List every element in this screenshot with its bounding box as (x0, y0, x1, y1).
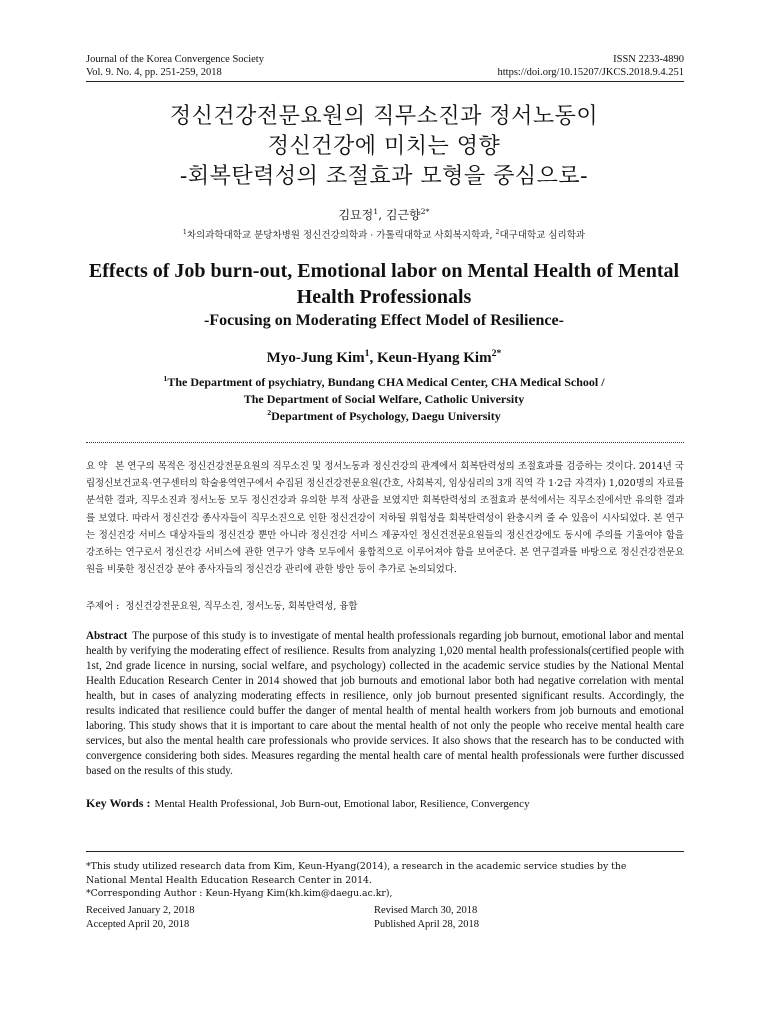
korean-affiliations (0, 227, 768, 241)
english-authors: Myo-Jung Kim$^1$, Keun-Hyang Kim$^{2*}$ (266, 348, 502, 366)
korean-author-2: 김근향 (385, 208, 421, 222)
section-divider (86, 442, 684, 443)
footnote-funding: *This study utilized research data from Kim, Keun-Hyang(2014), a research in the academic service studies by the (86, 861, 627, 872)
english-affil-1a: The Department of psychiatry, Bundang CHA Medical Center, CHA Medical School / (167, 375, 605, 389)
english-affil-2: Department of Psychology, Daegu University (271, 409, 501, 423)
english-author-1: Myo-Jung Kim (266, 350, 365, 366)
korean-affil-2: 대구대학교 심리학과 (499, 230, 586, 241)
english-abstract-label: Abstract (86, 630, 128, 642)
received-date: Received January 2, 2018 (86, 905, 195, 916)
revised-date: Revised March 30, 2018 (374, 905, 478, 916)
issn: ISSN 2233-4890 (613, 54, 684, 65)
korean-abstract-label: 요 약 (86, 461, 108, 472)
footnote-divider (86, 851, 684, 852)
journal-volume: Vol. 9. No. 4, pp. 251-259, 2018 (86, 67, 222, 78)
english-affil-1-sup: 1 (163, 374, 168, 383)
english-abstract (86, 629, 684, 779)
english-author-2: Keun-Hyang Kim (376, 350, 492, 366)
english-title: Effects of Job burn-out, Emotional labor on Mental Health of Mental Health Professionals (88, 260, 680, 308)
english-keywords (86, 796, 684, 811)
english-affil-1b: The Department of Social Welfare, Catholic University (243, 392, 525, 406)
english-affiliations (0, 374, 768, 425)
korean-keywords (86, 598, 684, 612)
korean-keywords-label: 주제어 : (86, 601, 120, 612)
korean-abstract-text: 본 연구의 목적은 정신건강전문요원의 직무소진 및 정서노동과 정신건강의 관계에서 회복탄력성의 조절효과를 검증하는 것이다. 2014년 국립정신보건교육·연구센터의 학술용역연구에서 수집된 정신건강전문요원(간호, 사회복지, 임상심리의 3개 직역 각 1·2급 자격자) 1,020명의 자료를 분석한 결과, 직무소진과 정서노동 모두 정신건강과 유의한 부적 상관을 보였지만 회복탄력성의 조절효과 분석에서는 직무소진에서만 유의한 결과를 보였다. 따라서 정신건강 종사자들이 직무소진으로 인한 정신건강이 저하될 위험성을 회복탄력성이 완충시켜 줄 수 있음이 시사되었다. 본 연구는 정신건강 서비스 대상자들의 정신건강 뿐만 아니라 정신건강 서비스 제공자인 정신건전문요원들의 정신건강에도 동시에 주의를 기울여야 함을 강조하는 연구로서 정신건강 서비스에 관한 연구가 양측 모두에서 융합적으로 이루어져야 함을 보여준다. 본 연구결과를 바탕으로 정신건강전문요원을 비롯한 정신건강 분야 종사자들의 정신건강 관리에 관한 방안 등이 추가로 논의되었다. (86, 461, 684, 576)
article-dates (86, 904, 684, 931)
english-affil-2-sup: 2 (267, 408, 272, 417)
english-abstract-text: The purpose of this study is to investigate of mental health professionals regarding job burnout, emotional labor and mental health by verifying the moderating effect of resilience. Results from analyzing 1,020 mental health professionals(certified people with 1st, 2nd grade licence in nursing, social welfare, and psychology) collected in the academic service studies by the National Mental Health Education Research Center in 2014 showed that job burnouts and emotional labor both had negative correlation with mental health, but in cases of analyzing moderating effects in resilience, only job burnout presented significant results. Accordingly, the results indicated that resilience could buffer the danger of mental health of mental health workers from job burnouts and emotional laboring. This study shows that it is important to care about the mental health of not only the people who receive mental health care services, but also the mental health care professionals who provide services. It also shows that the research has to be conducted with convergence considering both sides. Measures regarding the mental health care of mental health professionals were further discussed based on the results of this study. (86, 630, 684, 777)
korean-affil-1: 차의과학대학교 분당차병원 정신건강의학과 · 가톨릭대학교 사회복지학과, (186, 230, 493, 241)
korean-title-line1: 정신건강전문요원의 직무소진과 정서노동이 (169, 104, 599, 129)
journal-ids (498, 53, 685, 79)
journal-info (86, 53, 264, 79)
korean-title-line2: 정신건강에 미치는 영향 (267, 134, 501, 159)
footnote-funding-cont: National Mental Health Education Research Center in 2014. (86, 874, 372, 886)
accepted-date: Accepted April 20, 2018 (86, 918, 190, 930)
doi-link[interactable]: https://doi.org/10.15207/JKCS.2018.9.4.251 (497, 67, 684, 78)
english-subtitle: -Focusing on Moderating Effect Model of Resilience- (204, 312, 564, 329)
english-author-1-sup: 1 (364, 348, 370, 359)
korean-author-2-sup: 2* (420, 207, 430, 216)
footnote-corresponding: *Corresponding Author : Keun-Hyang Kim(kh.kim@daegu.ac.kr), (86, 888, 393, 899)
korean-abstract (86, 458, 684, 578)
korean-authors: 김묘정$^1$, 김근향$^{2*}$ (338, 207, 430, 222)
english-keywords-text: Mental Health Professional, Job Burn-out, Emotional labor, Resilience, Convergency (154, 798, 530, 810)
korean-author-1-sup: 1 (373, 207, 379, 216)
published-date: Published April 28, 2018 (374, 918, 480, 930)
english-keywords-label: Key Words : (86, 796, 151, 810)
header-divider (86, 81, 684, 82)
korean-affil-2-sup: 2 (495, 228, 500, 236)
english-author-2-sup: 2* (491, 348, 502, 359)
journal-name: Journal of the Korea Convergence Society (86, 54, 264, 65)
korean-title (0, 102, 768, 192)
korean-author-1: 김묘정 (338, 208, 374, 222)
korean-keywords-text: 정신건강전문요원, 직무소진, 정서노동, 회복탄력성, 융합 (125, 601, 358, 612)
korean-affil-1-sup: 1 (182, 228, 187, 236)
korean-subtitle: -회복탄력성의 조절효과 모형을 중심으로- (179, 164, 589, 189)
footnotes (86, 860, 684, 901)
